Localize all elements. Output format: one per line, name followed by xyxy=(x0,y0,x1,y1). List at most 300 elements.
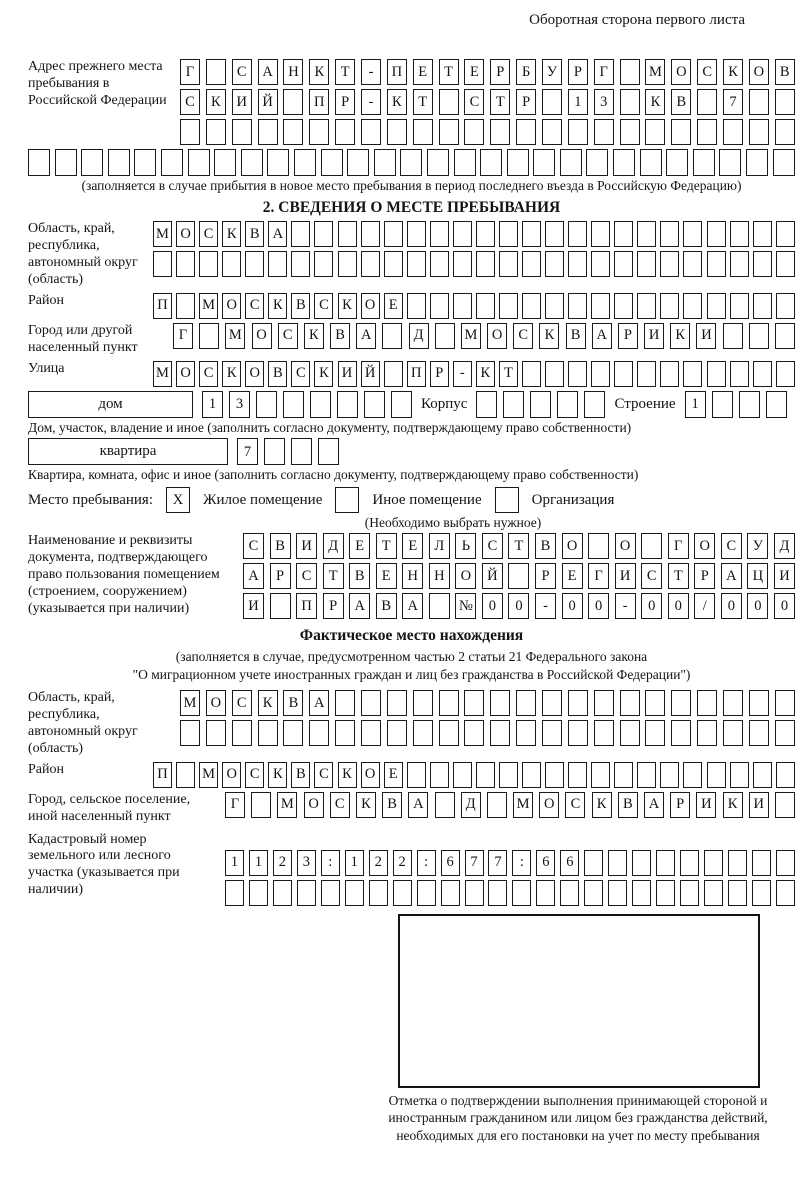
char-cell[interactable]: Р xyxy=(694,563,715,589)
char-cell[interactable]: М xyxy=(513,792,533,818)
char-cell[interactable] xyxy=(108,149,130,176)
char-cell[interactable] xyxy=(773,149,795,176)
char-cell[interactable]: К xyxy=(356,792,376,818)
char-cell[interactable] xyxy=(730,762,749,788)
char-cell[interactable]: И xyxy=(696,323,716,349)
char-cell[interactable] xyxy=(766,391,787,418)
char-cell[interactable]: 0 xyxy=(747,593,768,619)
char-cell[interactable] xyxy=(499,251,518,277)
char-cell[interactable]: Й xyxy=(361,361,380,387)
char-cell[interactable] xyxy=(318,438,339,465)
char-cell[interactable] xyxy=(206,119,226,145)
char-cell[interactable]: К xyxy=(387,89,407,115)
char-cell[interactable]: Т xyxy=(376,533,397,559)
char-cell[interactable] xyxy=(723,720,743,746)
char-cell[interactable]: С xyxy=(513,323,533,349)
char-cell[interactable] xyxy=(522,251,541,277)
char-cell[interactable] xyxy=(776,251,795,277)
char-cell[interactable] xyxy=(413,720,433,746)
char-cell[interactable]: К xyxy=(645,89,665,115)
char-cell[interactable] xyxy=(620,690,640,716)
char-cell[interactable] xyxy=(476,221,495,247)
char-cell[interactable] xyxy=(251,792,271,818)
char-cell[interactable] xyxy=(568,251,587,277)
char-cell[interactable] xyxy=(487,792,507,818)
char-cell[interactable] xyxy=(683,762,702,788)
char-cell[interactable] xyxy=(660,251,679,277)
char-cell[interactable]: В xyxy=(291,293,310,319)
char-cell[interactable] xyxy=(637,361,656,387)
char-cell[interactable] xyxy=(522,221,541,247)
char-cell[interactable] xyxy=(387,119,407,145)
char-cell[interactable] xyxy=(671,720,691,746)
char-cell[interactable] xyxy=(749,720,769,746)
char-cell[interactable]: О xyxy=(694,533,715,559)
char-cell[interactable] xyxy=(435,323,455,349)
char-cell[interactable]: : xyxy=(512,850,531,876)
char-cell[interactable] xyxy=(488,880,507,906)
char-cell[interactable]: Р xyxy=(270,563,291,589)
char-cell[interactable]: 7 xyxy=(237,438,258,465)
char-cell[interactable] xyxy=(206,59,226,85)
char-cell[interactable] xyxy=(591,293,610,319)
char-cell[interactable]: А xyxy=(402,593,423,619)
char-cell[interactable]: А xyxy=(243,563,264,589)
char-cell[interactable]: И xyxy=(644,323,664,349)
char-cell[interactable]: Т xyxy=(508,533,529,559)
char-cell[interactable] xyxy=(584,880,603,906)
char-cell[interactable] xyxy=(283,391,304,418)
char-cell[interactable] xyxy=(391,391,412,418)
char-cell[interactable]: Л xyxy=(429,533,450,559)
char-cell[interactable] xyxy=(660,762,679,788)
char-cell[interactable] xyxy=(439,690,459,716)
char-cell[interactable]: 2 xyxy=(369,850,388,876)
char-cell[interactable]: Р xyxy=(670,792,690,818)
char-cell[interactable]: С xyxy=(721,533,742,559)
char-cell[interactable]: 0 xyxy=(774,593,795,619)
checkbox-organizatsiya[interactable] xyxy=(495,487,519,513)
char-cell[interactable] xyxy=(499,762,518,788)
char-cell[interactable]: 0 xyxy=(641,593,662,619)
char-cell[interactable]: С xyxy=(232,59,252,85)
char-cell[interactable] xyxy=(232,720,252,746)
char-cell[interactable] xyxy=(666,149,688,176)
char-cell[interactable]: К xyxy=(268,293,287,319)
char-cell[interactable]: 2 xyxy=(273,850,292,876)
char-cell[interactable]: О xyxy=(562,533,583,559)
char-cell[interactable] xyxy=(476,251,495,277)
char-cell[interactable]: К xyxy=(314,361,333,387)
char-cell[interactable] xyxy=(683,221,702,247)
char-cell[interactable]: 0 xyxy=(562,593,583,619)
char-cell[interactable] xyxy=(382,323,402,349)
char-cell[interactable] xyxy=(749,323,769,349)
char-cell[interactable] xyxy=(728,880,747,906)
char-cell[interactable] xyxy=(719,149,741,176)
char-cell[interactable]: Р xyxy=(490,59,510,85)
char-cell[interactable] xyxy=(707,293,726,319)
char-cell[interactable]: С xyxy=(697,59,717,85)
char-cell[interactable] xyxy=(508,563,529,589)
char-cell[interactable] xyxy=(671,690,691,716)
char-cell[interactable]: В xyxy=(291,762,310,788)
char-cell[interactable] xyxy=(310,391,331,418)
char-cell[interactable]: С xyxy=(232,690,252,716)
char-cell[interactable] xyxy=(453,221,472,247)
char-cell[interactable]: М xyxy=(225,323,245,349)
char-cell[interactable]: А xyxy=(309,690,329,716)
char-cell[interactable]: И xyxy=(749,792,769,818)
char-cell[interactable]: Е xyxy=(562,563,583,589)
char-cell[interactable] xyxy=(387,690,407,716)
char-cell[interactable] xyxy=(739,391,760,418)
char-cell[interactable] xyxy=(693,149,715,176)
char-cell[interactable]: С xyxy=(482,533,503,559)
char-cell[interactable] xyxy=(335,720,355,746)
char-cell[interactable] xyxy=(314,251,333,277)
char-cell[interactable] xyxy=(338,251,357,277)
char-cell[interactable] xyxy=(533,149,555,176)
char-cell[interactable]: Д xyxy=(461,792,481,818)
char-cell[interactable]: В xyxy=(618,792,638,818)
char-cell[interactable] xyxy=(161,149,183,176)
char-cell[interactable] xyxy=(369,880,388,906)
char-cell[interactable]: М xyxy=(199,293,218,319)
char-cell[interactable]: И xyxy=(774,563,795,589)
char-cell[interactable]: О xyxy=(206,690,226,716)
char-cell[interactable] xyxy=(542,720,562,746)
char-cell[interactable]: И xyxy=(696,792,716,818)
char-cell[interactable] xyxy=(180,720,200,746)
char-cell[interactable]: Т xyxy=(668,563,689,589)
char-cell[interactable]: - xyxy=(361,59,381,85)
char-cell[interactable] xyxy=(407,762,426,788)
char-cell[interactable]: - xyxy=(361,89,381,115)
char-cell[interactable]: Ь xyxy=(455,533,476,559)
char-cell[interactable] xyxy=(516,720,536,746)
char-cell[interactable]: : xyxy=(321,850,340,876)
char-cell[interactable]: В xyxy=(268,361,287,387)
char-cell[interactable] xyxy=(775,690,795,716)
char-cell[interactable] xyxy=(728,850,747,876)
char-cell[interactable] xyxy=(753,221,772,247)
char-cell[interactable]: Е xyxy=(376,563,397,589)
char-cell[interactable]: А xyxy=(349,593,370,619)
char-cell[interactable]: К xyxy=(268,762,287,788)
char-cell[interactable] xyxy=(697,89,717,115)
char-cell[interactable]: В xyxy=(535,533,556,559)
char-cell[interactable] xyxy=(752,880,771,906)
char-cell[interactable] xyxy=(775,720,795,746)
char-cell[interactable]: Е xyxy=(464,59,484,85)
char-cell[interactable] xyxy=(337,391,358,418)
char-cell[interactable]: : xyxy=(417,850,436,876)
char-cell[interactable] xyxy=(545,361,564,387)
char-cell[interactable] xyxy=(620,119,640,145)
char-cell[interactable] xyxy=(640,149,662,176)
char-cell[interactable]: А xyxy=(258,59,278,85)
char-cell[interactable] xyxy=(608,850,627,876)
char-cell[interactable] xyxy=(656,880,675,906)
char-cell[interactable]: 3 xyxy=(297,850,316,876)
char-cell[interactable]: 6 xyxy=(536,850,555,876)
char-cell[interactable] xyxy=(176,251,195,277)
char-cell[interactable]: О xyxy=(222,762,241,788)
char-cell[interactable]: 2 xyxy=(393,850,412,876)
char-cell[interactable]: П xyxy=(153,293,172,319)
char-cell[interactable] xyxy=(364,391,385,418)
char-cell[interactable] xyxy=(620,89,640,115)
char-cell[interactable]: Н xyxy=(283,59,303,85)
char-cell[interactable]: 0 xyxy=(508,593,529,619)
char-cell[interactable]: С xyxy=(180,89,200,115)
char-cell[interactable]: Е xyxy=(402,533,423,559)
char-cell[interactable]: Й xyxy=(258,89,278,115)
char-cell[interactable] xyxy=(637,221,656,247)
char-cell[interactable] xyxy=(283,89,303,115)
char-cell[interactable]: И xyxy=(232,89,252,115)
char-cell[interactable]: Т xyxy=(490,89,510,115)
char-cell[interactable]: С xyxy=(245,293,264,319)
char-cell[interactable] xyxy=(775,89,795,115)
char-cell[interactable] xyxy=(294,149,316,176)
char-cell[interactable] xyxy=(542,89,562,115)
char-cell[interactable] xyxy=(176,293,195,319)
char-cell[interactable] xyxy=(439,89,459,115)
char-cell[interactable] xyxy=(707,361,726,387)
char-cell[interactable]: В xyxy=(270,533,291,559)
char-cell[interactable] xyxy=(683,361,702,387)
char-cell[interactable] xyxy=(258,119,278,145)
char-cell[interactable] xyxy=(291,438,312,465)
char-cell[interactable] xyxy=(199,323,219,349)
char-cell[interactable]: О xyxy=(361,293,380,319)
char-cell[interactable] xyxy=(683,293,702,319)
char-cell[interactable]: Г xyxy=(668,533,689,559)
char-cell[interactable] xyxy=(632,880,651,906)
char-cell[interactable] xyxy=(707,221,726,247)
char-cell[interactable]: С xyxy=(199,221,218,247)
char-cell[interactable] xyxy=(620,720,640,746)
char-cell[interactable] xyxy=(730,221,749,247)
char-cell[interactable]: Р xyxy=(335,89,355,115)
char-cell[interactable]: № xyxy=(455,593,476,619)
char-cell[interactable]: С xyxy=(291,361,310,387)
char-cell[interactable] xyxy=(753,762,772,788)
char-cell[interactable]: С xyxy=(464,89,484,115)
char-cell[interactable] xyxy=(594,720,614,746)
char-cell[interactable] xyxy=(568,221,587,247)
char-cell[interactable]: Р xyxy=(568,59,588,85)
char-cell[interactable] xyxy=(199,251,218,277)
char-cell[interactable]: Ц xyxy=(747,563,768,589)
char-cell[interactable]: В xyxy=(283,690,303,716)
char-cell[interactable] xyxy=(335,119,355,145)
char-cell[interactable] xyxy=(568,762,587,788)
char-cell[interactable] xyxy=(361,251,380,277)
char-cell[interactable] xyxy=(407,221,426,247)
char-cell[interactable]: С xyxy=(199,361,218,387)
char-cell[interactable] xyxy=(680,850,699,876)
char-cell[interactable] xyxy=(134,149,156,176)
char-cell[interactable]: К xyxy=(592,792,612,818)
char-cell[interactable]: Т xyxy=(323,563,344,589)
char-cell[interactable] xyxy=(614,221,633,247)
char-cell[interactable]: С xyxy=(278,323,298,349)
char-cell[interactable]: А xyxy=(408,792,428,818)
char-cell[interactable]: С xyxy=(314,762,333,788)
char-cell[interactable]: А xyxy=(721,563,742,589)
char-cell[interactable]: П xyxy=(407,361,426,387)
char-cell[interactable] xyxy=(707,251,726,277)
char-cell[interactable] xyxy=(680,880,699,906)
char-cell[interactable] xyxy=(270,593,291,619)
char-cell[interactable] xyxy=(28,149,50,176)
char-cell[interactable] xyxy=(465,880,484,906)
char-cell[interactable] xyxy=(776,880,795,906)
char-cell[interactable]: 3 xyxy=(229,391,250,418)
char-cell[interactable] xyxy=(776,221,795,247)
char-cell[interactable] xyxy=(464,119,484,145)
char-cell[interactable] xyxy=(258,720,278,746)
char-cell[interactable] xyxy=(620,59,640,85)
char-cell[interactable] xyxy=(568,690,588,716)
char-cell[interactable] xyxy=(480,149,502,176)
char-cell[interactable] xyxy=(417,880,436,906)
char-cell[interactable] xyxy=(499,293,518,319)
char-cell[interactable]: О xyxy=(539,792,559,818)
char-cell[interactable]: 6 xyxy=(560,850,579,876)
char-cell[interactable] xyxy=(776,850,795,876)
char-cell[interactable]: П xyxy=(153,762,172,788)
char-cell[interactable]: К xyxy=(206,89,226,115)
char-cell[interactable] xyxy=(613,149,635,176)
char-cell[interactable] xyxy=(476,762,495,788)
char-cell[interactable]: М xyxy=(153,221,172,247)
char-cell[interactable] xyxy=(704,850,723,876)
char-cell[interactable] xyxy=(427,149,449,176)
char-cell[interactable]: Е xyxy=(413,59,433,85)
char-cell[interactable]: О xyxy=(176,221,195,247)
char-cell[interactable] xyxy=(222,251,241,277)
char-cell[interactable] xyxy=(776,762,795,788)
char-cell[interactable] xyxy=(632,850,651,876)
char-cell[interactable] xyxy=(697,690,717,716)
char-cell[interactable] xyxy=(283,119,303,145)
char-cell[interactable] xyxy=(430,762,449,788)
char-cell[interactable]: О xyxy=(455,563,476,589)
char-cell[interactable] xyxy=(723,690,743,716)
char-cell[interactable]: В xyxy=(376,593,397,619)
char-cell[interactable]: В xyxy=(566,323,586,349)
char-cell[interactable]: Н xyxy=(429,563,450,589)
char-cell[interactable] xyxy=(594,119,614,145)
checkbox-zhiloe-pomeshchenie[interactable]: X xyxy=(166,487,190,513)
char-cell[interactable]: Т xyxy=(335,59,355,85)
char-cell[interactable]: 1 xyxy=(202,391,223,418)
char-cell[interactable]: Р xyxy=(618,323,638,349)
char-cell[interactable] xyxy=(384,221,403,247)
char-cell[interactable]: М xyxy=(153,361,172,387)
char-cell[interactable]: С xyxy=(245,762,264,788)
char-cell[interactable]: 0 xyxy=(588,593,609,619)
char-cell[interactable] xyxy=(81,149,103,176)
char-cell[interactable] xyxy=(490,690,510,716)
char-cell[interactable] xyxy=(660,221,679,247)
char-cell[interactable] xyxy=(309,720,329,746)
char-cell[interactable] xyxy=(309,119,329,145)
char-cell[interactable]: И xyxy=(338,361,357,387)
char-cell[interactable] xyxy=(430,293,449,319)
char-cell[interactable] xyxy=(273,880,292,906)
char-cell[interactable] xyxy=(490,119,510,145)
char-cell[interactable] xyxy=(153,251,172,277)
char-cell[interactable] xyxy=(637,251,656,277)
char-cell[interactable]: В xyxy=(671,89,691,115)
char-cell[interactable] xyxy=(453,762,472,788)
char-cell[interactable] xyxy=(361,720,381,746)
char-cell[interactable] xyxy=(753,293,772,319)
char-cell[interactable] xyxy=(430,251,449,277)
char-cell[interactable] xyxy=(314,221,333,247)
char-cell[interactable] xyxy=(454,149,476,176)
char-cell[interactable] xyxy=(749,89,769,115)
char-cell[interactable] xyxy=(384,251,403,277)
char-cell[interactable]: М xyxy=(645,59,665,85)
char-cell[interactable] xyxy=(176,762,195,788)
char-cell[interactable] xyxy=(591,251,610,277)
char-cell[interactable]: - xyxy=(453,361,472,387)
char-cell[interactable] xyxy=(522,293,541,319)
char-cell[interactable]: Р xyxy=(516,89,536,115)
char-cell[interactable]: А xyxy=(592,323,612,349)
char-cell[interactable] xyxy=(435,792,455,818)
char-cell[interactable] xyxy=(545,251,564,277)
char-cell[interactable] xyxy=(361,221,380,247)
char-cell[interactable]: П xyxy=(296,593,317,619)
char-cell[interactable] xyxy=(180,119,200,145)
char-cell[interactable]: О xyxy=(222,293,241,319)
char-cell[interactable] xyxy=(530,391,551,418)
char-cell[interactable] xyxy=(637,293,656,319)
char-cell[interactable] xyxy=(387,720,407,746)
char-cell[interactable]: О xyxy=(487,323,507,349)
char-cell[interactable] xyxy=(614,361,633,387)
char-cell[interactable] xyxy=(568,720,588,746)
char-cell[interactable] xyxy=(516,119,536,145)
char-cell[interactable] xyxy=(557,391,578,418)
char-cell[interactable]: К xyxy=(338,762,357,788)
char-cell[interactable] xyxy=(584,391,605,418)
char-cell[interactable] xyxy=(568,119,588,145)
char-cell[interactable]: Т xyxy=(499,361,518,387)
char-cell[interactable] xyxy=(507,149,529,176)
char-cell[interactable] xyxy=(608,880,627,906)
char-cell[interactable] xyxy=(393,880,412,906)
char-cell[interactable] xyxy=(704,880,723,906)
char-cell[interactable] xyxy=(746,149,768,176)
char-cell[interactable]: В xyxy=(245,221,264,247)
char-cell[interactable] xyxy=(464,690,484,716)
char-cell[interactable]: М xyxy=(277,792,297,818)
char-cell[interactable] xyxy=(568,293,587,319)
char-cell[interactable] xyxy=(512,880,531,906)
char-cell[interactable]: В xyxy=(330,323,350,349)
char-cell[interactable] xyxy=(264,438,285,465)
char-cell[interactable] xyxy=(753,361,772,387)
char-cell[interactable]: Г xyxy=(180,59,200,85)
